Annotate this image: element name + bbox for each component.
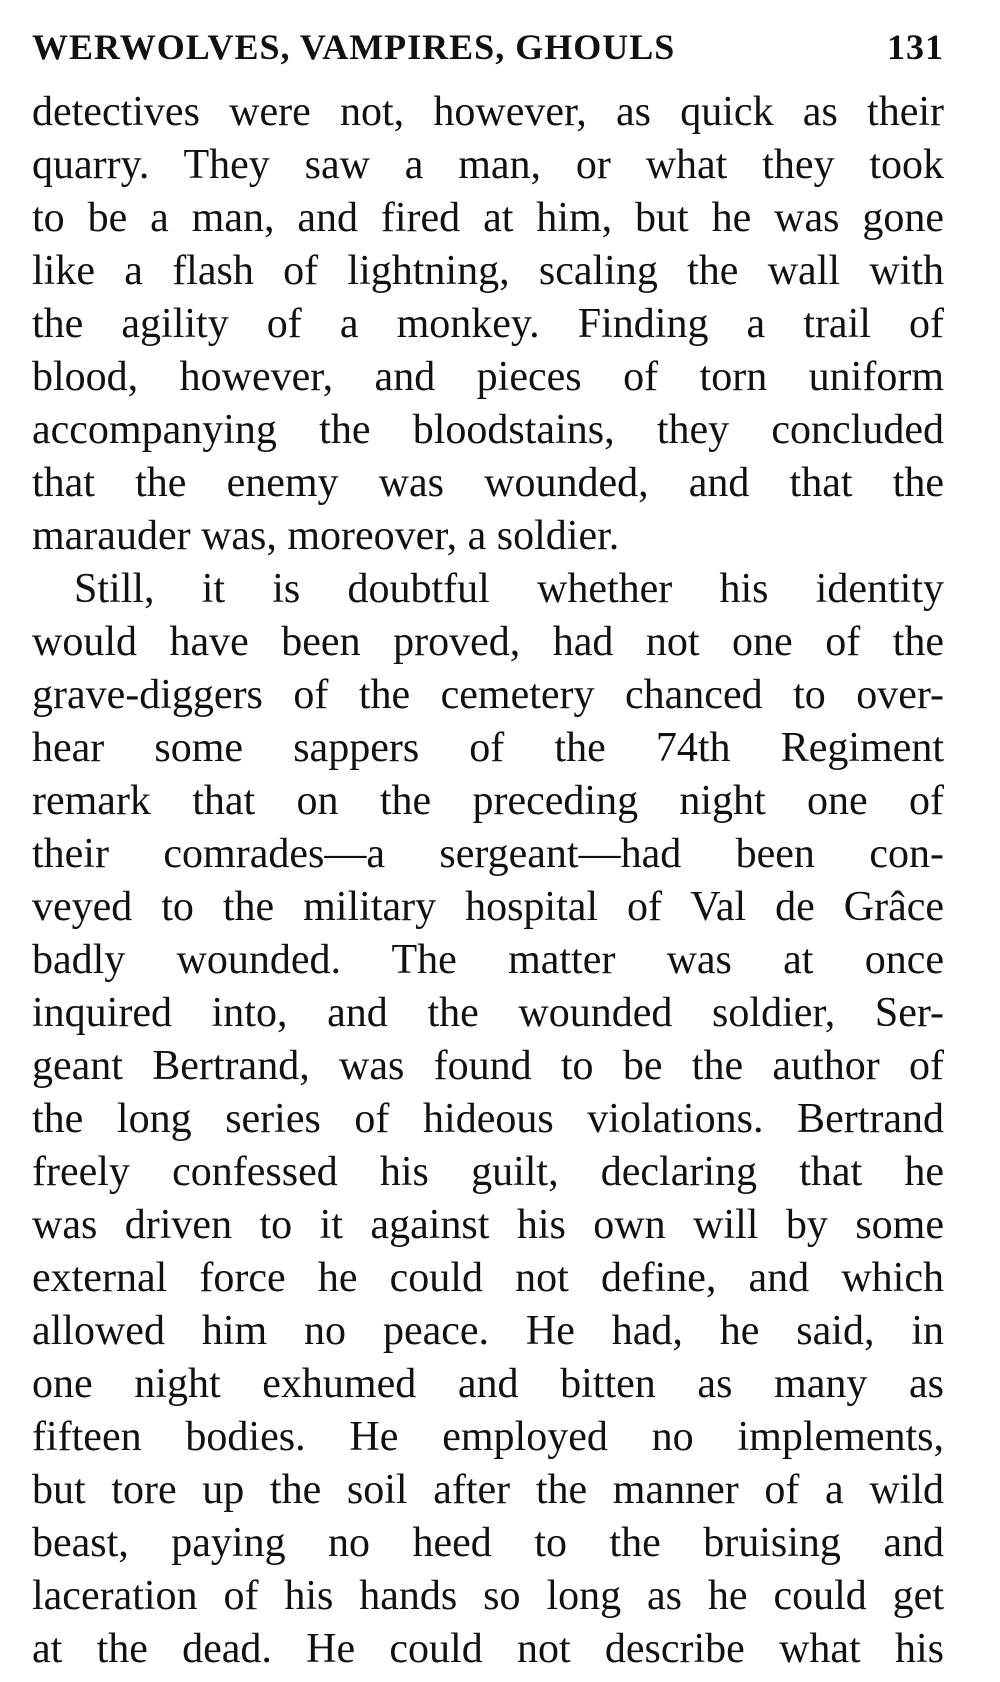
- paragraph-1: [32, 86, 944, 563]
- text-line: remark that on the preceding night one of: [32, 778, 944, 824]
- text-line: Still, it is doubtful whether his identity: [74, 566, 944, 612]
- text-line: the agility of a monkey. Finding a trail of: [32, 301, 944, 347]
- text-line: but tore up the soil after the manner of a wild: [32, 1467, 944, 1513]
- text-line: marauder was, moreover, a soldier.: [32, 513, 620, 559]
- text-line: beast, paying no heed to the bruising and: [32, 1520, 944, 1566]
- text-line: to be a man, and fired at him, but he was gone: [32, 195, 944, 241]
- text-line: geant Bertrand, was found to be the author of: [32, 1043, 944, 1089]
- text-line: grave-diggers of the cemetery chanced to over-: [32, 672, 944, 718]
- text-line: inquired into, and the wounded soldier, Ser-: [32, 990, 944, 1036]
- paragraph-2: [32, 563, 944, 1676]
- text-line: one night exhumed and bitten as many as: [32, 1361, 944, 1407]
- text-line: veyed to the military hospital of Val de Grâce: [32, 884, 944, 930]
- text-line: allowed him no peace. He had, he said, in: [32, 1308, 944, 1354]
- text-line: freely confessed his guilt, declaring that he: [32, 1149, 944, 1195]
- text-line: their comrades—a sergeant—had been con-: [32, 831, 944, 877]
- text-line: fifteen bodies. He employed no implements,: [32, 1414, 944, 1460]
- text-line: would have been proved, had not one of the: [32, 619, 944, 665]
- text-line: detectives were not, however, as quick as their: [32, 89, 944, 135]
- text-line: badly wounded. The matter was at once: [32, 937, 944, 983]
- text-line: blood, however, and pieces of torn uniform: [32, 354, 944, 400]
- text-line: accompanying the bloodstains, they concluded: [32, 407, 944, 453]
- text-line: external force he could not define, and which: [32, 1255, 944, 1301]
- running-title: WERWOLVES, VAMPIRES, GHOULS: [32, 27, 676, 67]
- page-number: 131: [887, 27, 944, 67]
- text-line: the long series of hideous violations. Bertrand: [32, 1096, 944, 1142]
- text-line: at the dead. He could not describe what his: [32, 1626, 944, 1672]
- text-line: like a flash of lightning, scaling the wall with: [32, 248, 944, 294]
- page-header: [32, 26, 944, 72]
- text-line: was driven to it against his own will by some: [32, 1202, 944, 1248]
- text-line: hear some sappers of the 74th Regiment: [32, 725, 944, 771]
- text-line: that the enemy was wounded, and that the: [32, 460, 944, 506]
- body-text: [32, 86, 944, 1676]
- text-line: laceration of his hands so long as he could get: [32, 1573, 944, 1619]
- text-line: quarry. They saw a man, or what they took: [32, 142, 944, 188]
- book-page: [32, 26, 944, 1676]
